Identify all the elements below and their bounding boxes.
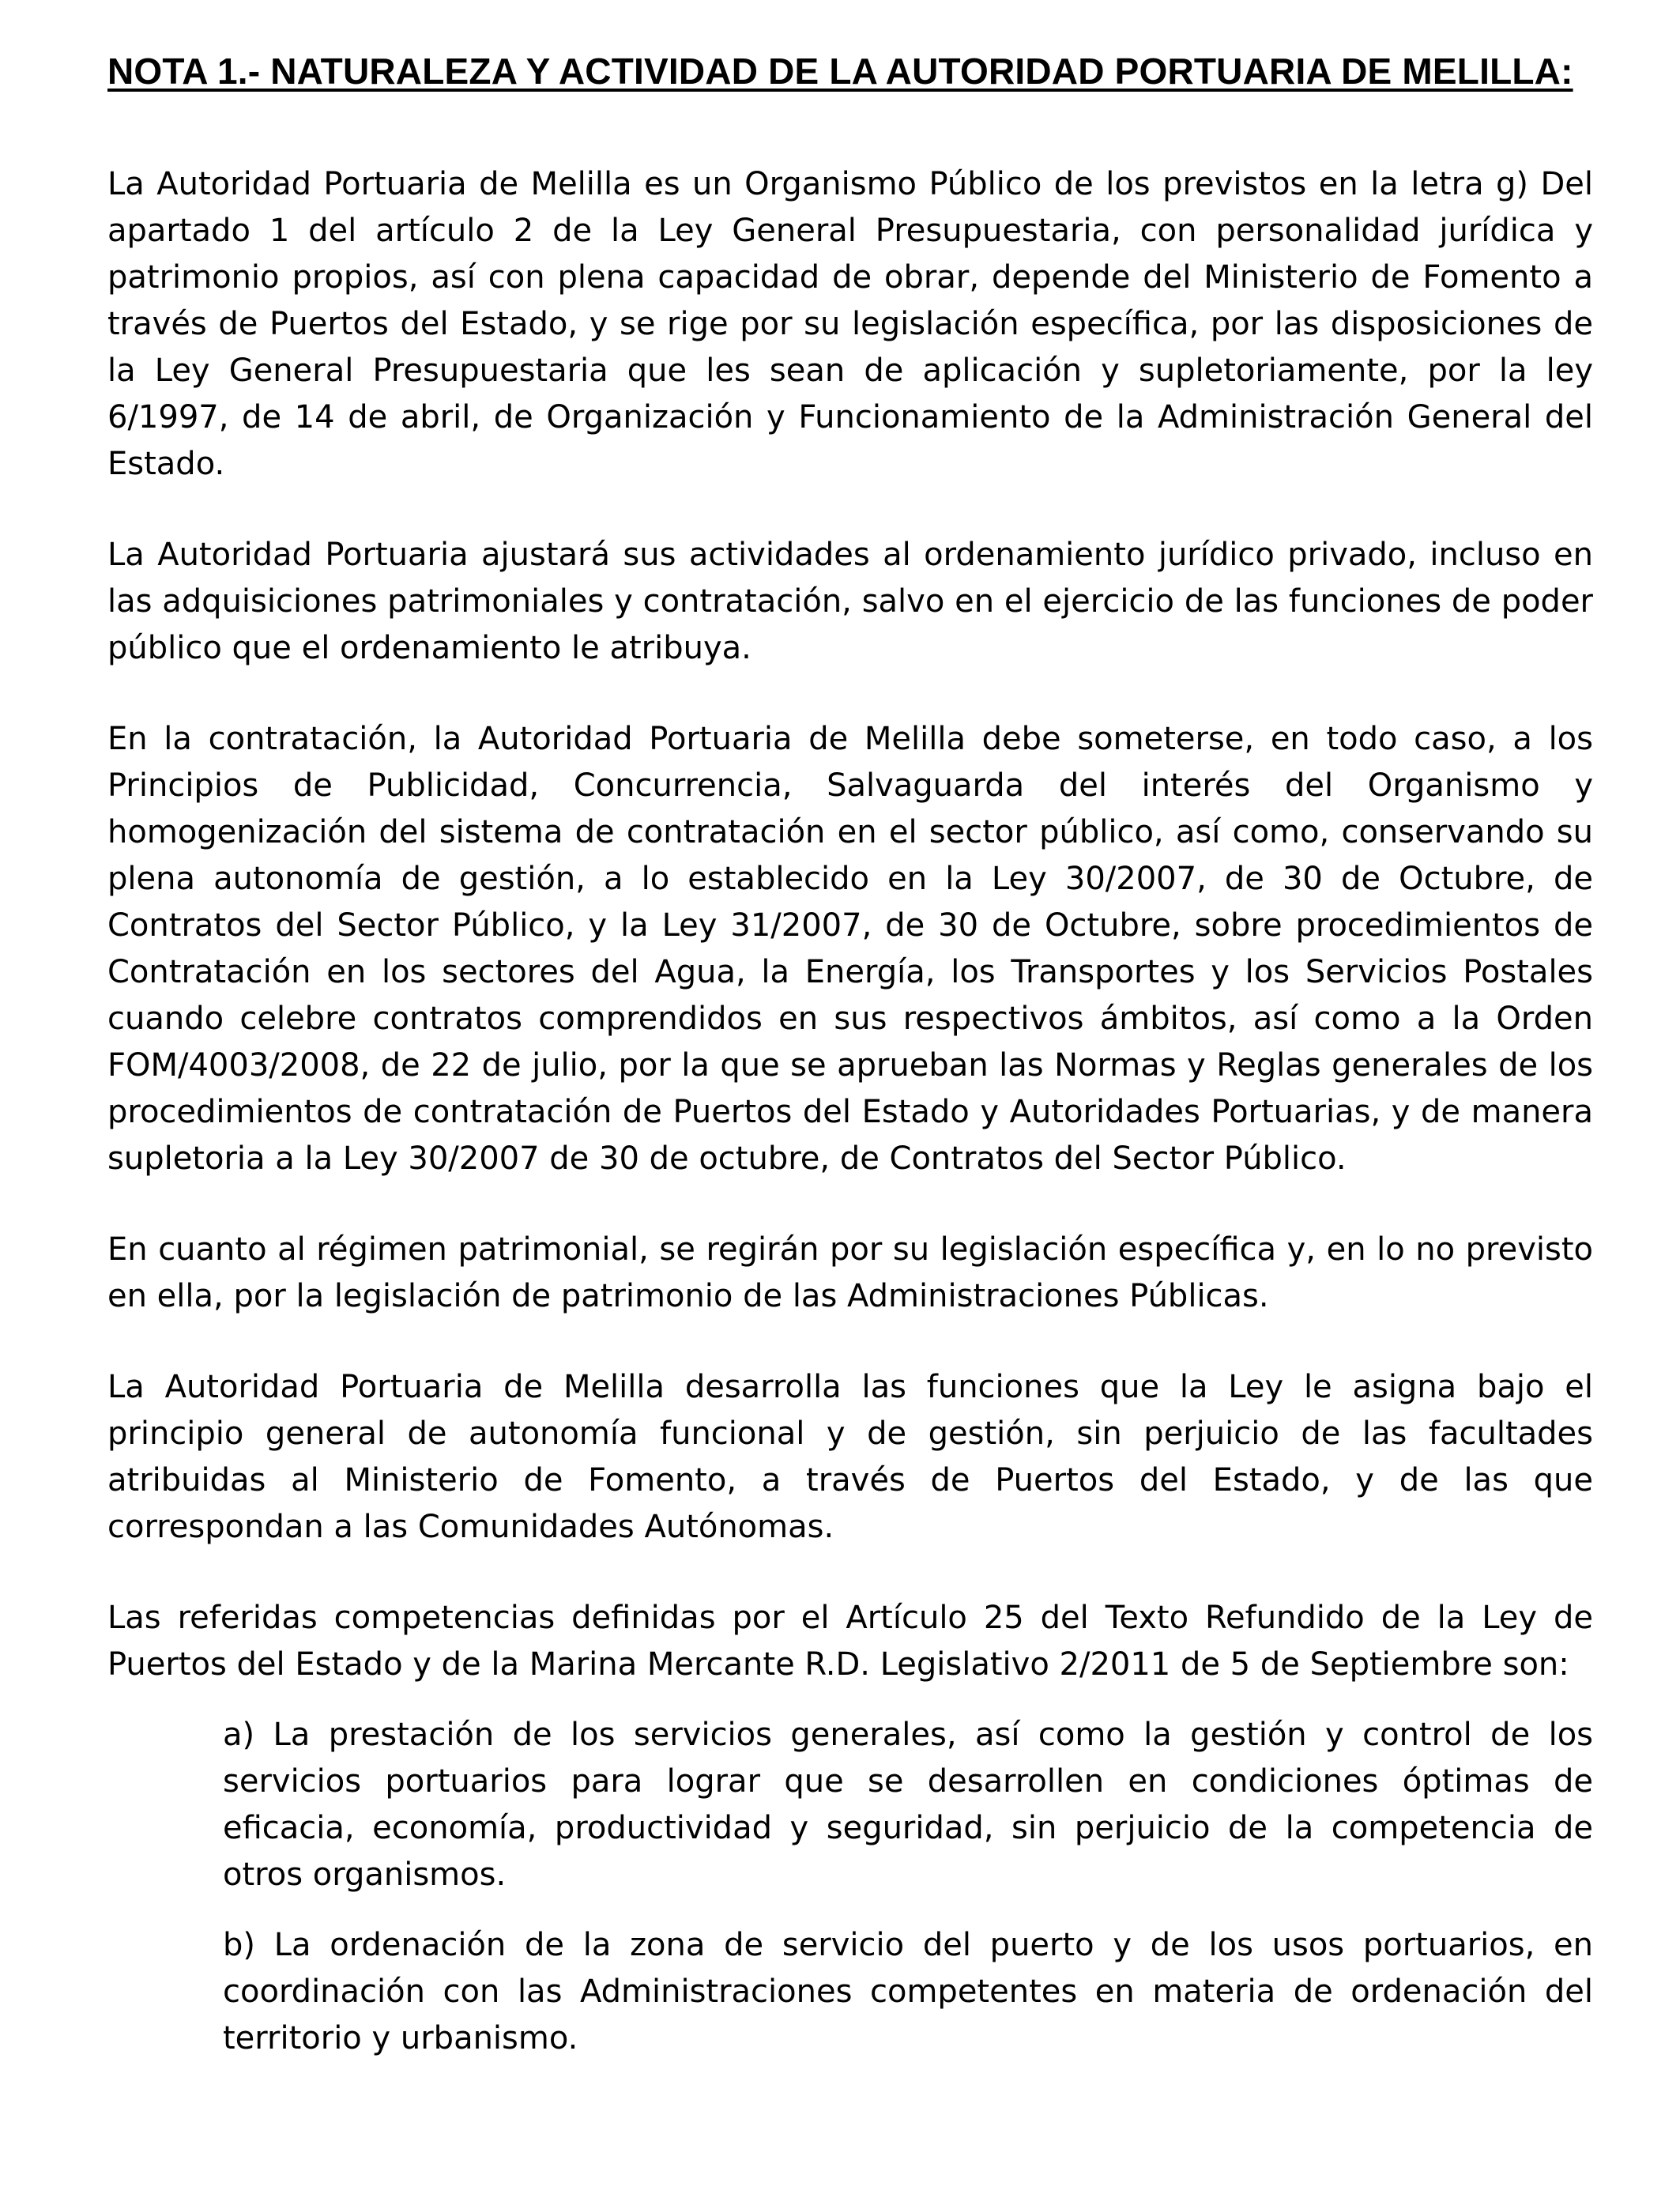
list-item-b: b) La ordenación de la zona de servicio del puerto y de los usos portuarios, en coordinación con las Administraciones competentes en materia de ordenación del territorio y urbanismo. (223, 1927, 1593, 2056)
paragraph-regimen-patrimonial: En cuanto al régimen patrimonial, se regirán por su legislación específica y, en lo no previsto en ella, por la legislación de patrimonio de las Administraciones Públicas. (107, 1231, 1593, 1314)
document-page (107, 46, 1593, 2086)
paragraph-naturaleza: La Autoridad Portuaria de Melilla es un Organismo Público de los previstos en la letra g) Del apartado 1 del artículo 2 de la Ley General Presupuestaria, con personalidad jurídica y patrimonio propios, así con plena capacidad de obrar, depende del Ministerio de Fomento a través de Puertos del Estado, y se rige por su legislación específica, por las disposiciones de la Ley General Presupuestaria que les sean de aplicación y supletoriamente, por la ley 6/1997, de 14 de abril, de Organización y Funcionamiento de la Administración General del Estado. (107, 166, 1593, 482)
document-title: NOTA 1.- NATURALEZA Y ACTIVIDAD DE LA AUTORIDAD PORTUARIA DE MELILLA: (107, 51, 1573, 92)
paragraph-funciones: La Autoridad Portuaria de Melilla desarrolla las funciones que la Ley le asigna bajo el principio general de autonomía funcional y de gestión, sin perjuicio de las facultades atribuidas al Ministerio de Fomento, a través de Puertos del Estado, y de las que correspondan a las Comunidades Autónomas. (107, 1369, 1593, 1545)
paragraph-competencias: Las referidas competencias definidas por el Artículo 25 del Texto Refundido de la Ley de Puertos del Estado y de la Marina Mercante R.D. Legislativo 2/2011 de 5 de Septiembre son: (107, 1600, 1593, 1683)
paragraph-actividades: La Autoridad Portuaria ajustará sus actividades al ordenamiento jurídico privado, incluso en las adquisiciones patrimoniales y contratación, salvo en el ejercicio de las funciones de poder público que el ordenamiento le atribuya. (107, 537, 1593, 666)
list-item-a: a) La prestación de los servicios generales, así como la gestión y control de los servicios portuarios para lograr que se desarrollen en condiciones óptimas de eficacia, economía, productividad y seguridad, sin perjuicio de la competencia de otros organismos. (223, 1717, 1593, 1893)
paragraph-contratacion: En la contratación, la Autoridad Portuaria de Melilla debe someterse, en todo caso, a los Principios de Publicidad, Concurrencia, Salvaguarda del interés del Organismo y homogenización del sistema de contratación en el sector público, así como, conservando su plena autonomía de gestión, a lo establecido en la Ley 30/2007, de 30 de Octubre, de Contratos del Sector Público, y la Ley 31/2007, de 30 de Octubre, sobre procedimientos de Contratación en los sectores del Agua, la Energía, los Transportes y los Servicios Postales cuando celebre contratos comprendidos en sus respectivos ámbitos, así como a la Orden FOM/4003/2008, de 22 de julio, por la que se aprueban las Normas y Reglas generales de los procedimientos de contratación de Puertos del Estado y Autoridades Portuarias, y de manera supletoria a la Ley 30/2007 de 30 de octubre, de Contratos del Sector Público. (107, 721, 1593, 1177)
